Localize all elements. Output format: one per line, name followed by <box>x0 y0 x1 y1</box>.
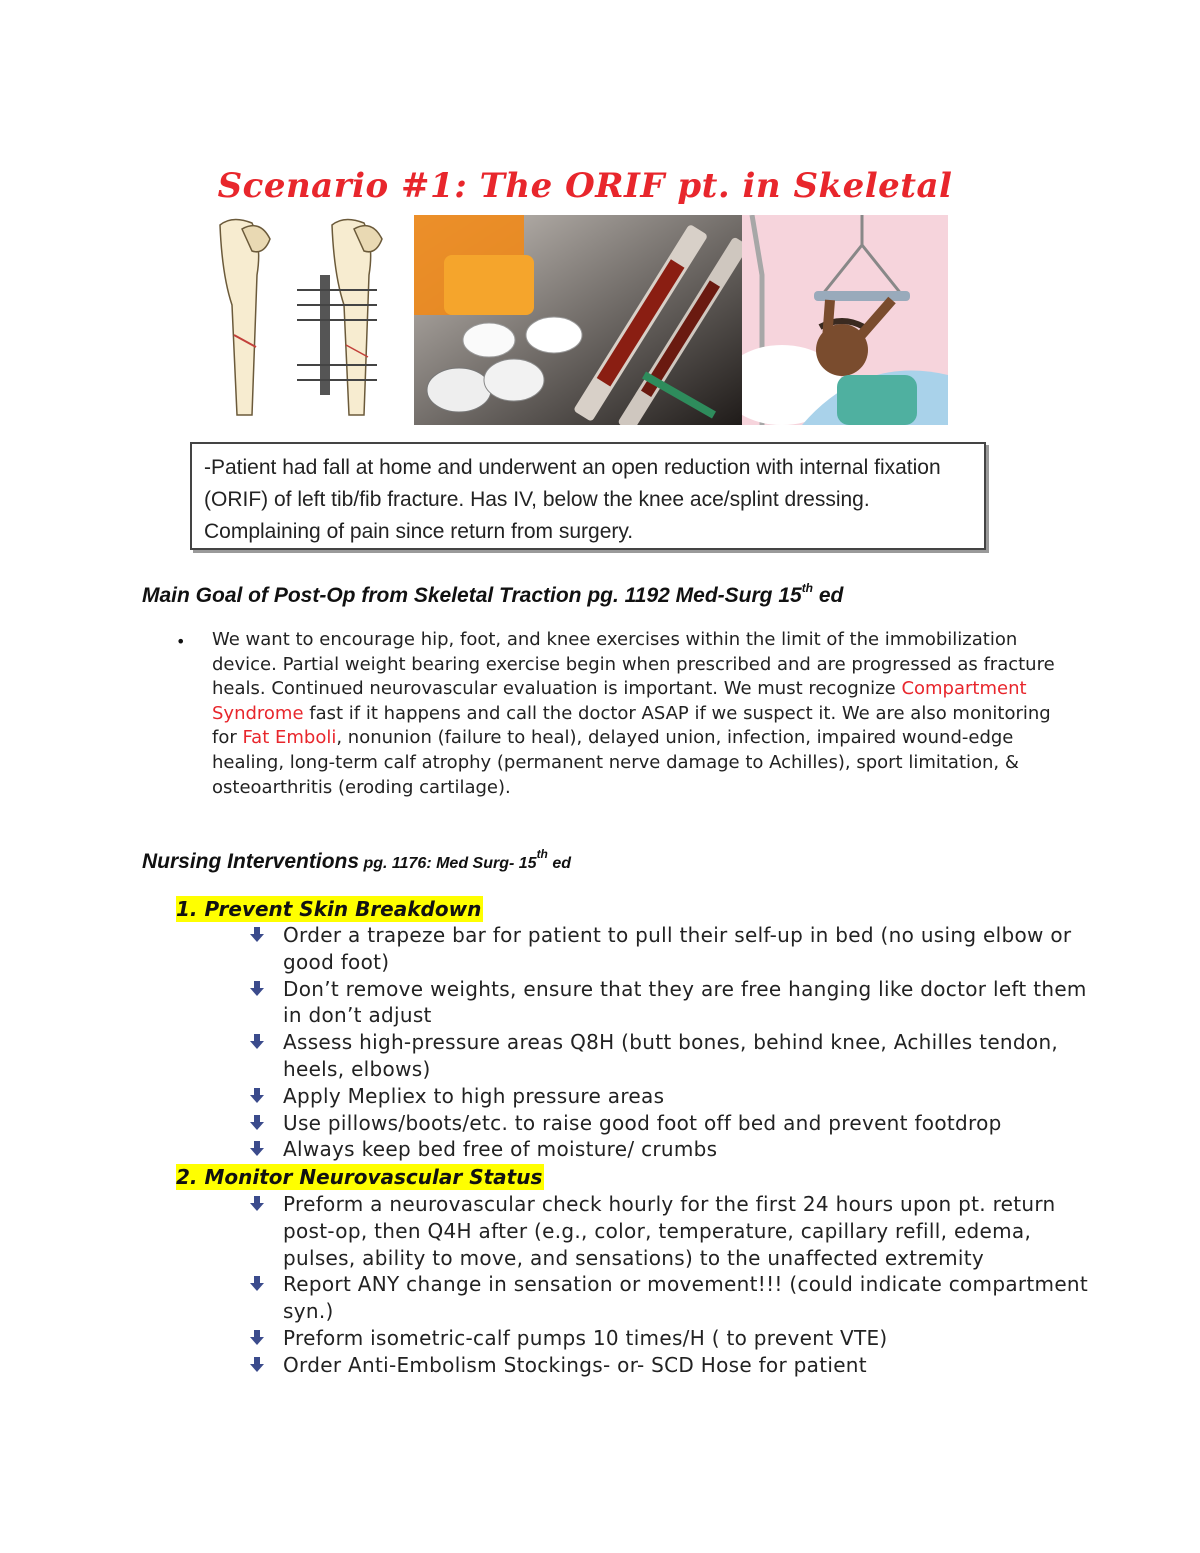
goal-text-part-3: , nonunion (failure to heal), delayed union, infection, impaired wound-edge healing, long-term calf atrophy (permanent nerve damage to Achilles), sport limitation, & osteoarthritis (eroding cartilage). <box>212 727 1019 798</box>
main-goal-heading-sup: th <box>801 581 814 595</box>
list-item-text: Always keep bed free of moisture/ crumbs <box>283 1137 718 1162</box>
skin-breakdown-list <box>250 922 1090 1163</box>
medication-image <box>414 215 742 425</box>
main-goal-heading-suffix: ed <box>813 584 844 607</box>
fat-emboli-highlight: Fat Emboli <box>242 727 337 749</box>
list-item <box>250 1136 1090 1163</box>
list-item-text: Apply Mepliex to high pressure areas <box>283 1083 665 1108</box>
goal-text-part-1: We want to encourage hip, foot, and knee exercises within the limit of the immobilization device. Partial weight bearing exercise begin when prescribed and are progressed as fracture heals. Continued neurovascular evaluation is important. We must recognize <box>212 629 1055 700</box>
case-summary-box <box>190 442 986 550</box>
nursing-reference-sup: th <box>536 847 548 861</box>
list-item-text: Don’t remove weights, ensure that they are free hanging like doctor left them in don’t adjust <box>283 976 1087 1028</box>
case-summary-text: -Patient had fall at home and underwent an open reduction with internal fixation (ORIF) of left tib/fib fracture. Has IV, below the knee ace/splint dressing. Complaining of pain since return from surgery. <box>204 456 941 543</box>
nursing-reference-suffix: ed <box>547 855 572 872</box>
arrow-down-icon <box>250 1330 264 1346</box>
list-item <box>250 922 1090 976</box>
nursing-heading-text: Nursing Interventions <box>142 850 360 873</box>
nursing-interventions-heading <box>142 846 571 880</box>
main-goal-heading-text: Main Goal of Post-Op from Skeletal Traction pg. 1192 Med-Surg 15 <box>142 584 802 607</box>
list-item-text: Use pillows/boots/etc. to raise good foot off bed and prevent footdrop <box>283 1110 1002 1135</box>
list-item-text: Preform isometric-calf pumps 10 times/H ( to prevent VTE) <box>283 1325 888 1350</box>
arrow-down-icon <box>250 1088 264 1104</box>
list-item-text: Order Anti-Embolism Stockings- or- SCD Hose for patient <box>283 1352 867 1377</box>
nursing-reference-text: pg. 1176: Med Surg- 15 <box>359 855 537 872</box>
list-item <box>250 1191 1090 1271</box>
arrow-down-icon <box>250 1115 264 1131</box>
arrow-down-icon <box>250 1034 264 1050</box>
section-heading-neurovascular: 2. Monitor Neurovascular Status <box>176 1165 543 1189</box>
bone-fixation-image <box>212 215 412 425</box>
page-title: Scenario #1: The ORIF pt. in Skeletal <box>217 166 953 206</box>
nursing-heading-reference <box>359 847 572 872</box>
compartment-syndrome-highlight: Compartment Syndrome <box>212 678 1027 724</box>
arrow-down-icon <box>250 981 264 997</box>
list-item <box>250 1083 1090 1110</box>
list-item <box>250 1029 1090 1083</box>
arrow-down-icon <box>250 1357 264 1373</box>
main-goal-heading <box>142 580 843 612</box>
goal-text-part-2: fast if it happens and call the doctor ASAP if we suspect it. We are also monitoring for <box>212 702 1051 749</box>
list-item-text: Preform a neurovascular check hourly for the first 24 hours upon pt. return post-op, then Q4H after (e.g., color, temperature, capillary refill, edema, pulses, ability to move, and sensations) to the unaffected extremity <box>283 1192 1056 1270</box>
list-item <box>250 976 1090 1030</box>
arrow-down-icon <box>250 1276 264 1292</box>
list-item <box>250 1110 1090 1137</box>
neurovascular-list <box>250 1191 1090 1379</box>
list-item <box>250 1325 1090 1352</box>
list-item-text: Report ANY change in sensation or movement!!! (could indicate compartment syn.) <box>283 1272 1089 1324</box>
list-item <box>250 1271 1090 1325</box>
arrow-down-icon <box>250 1141 264 1157</box>
arrow-down-icon <box>250 927 264 943</box>
list-item-text: Assess high-pressure areas Q8H (butt bones, behind knee, Achilles tendon, heels, elbows) <box>283 1030 1059 1081</box>
arrow-down-icon <box>250 1196 264 1212</box>
section-heading-skin-breakdown: 1. Prevent Skin Breakdown <box>176 897 482 921</box>
trapeze-patient-image <box>742 215 948 425</box>
bullet-icon: • <box>176 632 186 651</box>
list-item <box>250 1352 1090 1379</box>
list-item-text: Order a trapeze bar for patient to pull their self-up in bed (no using elbow or good foot) <box>283 923 1072 974</box>
main-goal-paragraph <box>212 628 1062 800</box>
